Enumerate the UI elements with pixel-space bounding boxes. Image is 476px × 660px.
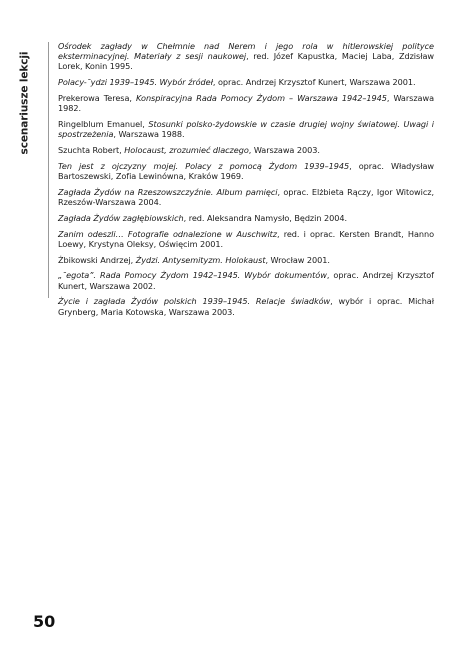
entry-text: Prekerowa Teresa, — [58, 93, 137, 103]
entry-title: Stosunki polsko-żydowskie w czasie drugiej wojny światowej. Uwagi i spostrzeżenia — [58, 119, 434, 140]
entry-text: , Warszawa 1988. — [113, 129, 185, 140]
entry-text: Szuchta Robert, — [58, 145, 125, 155]
bibliography-entry — [58, 255, 434, 265]
bibliography-entry — [58, 145, 434, 155]
entry-title: Konspiracyjna Rada Pomocy Żydom – Warszawa 1942–1945 — [136, 93, 387, 103]
entry-text: , red. Aleksandra Namysło, Będzin 2004. — [183, 212, 347, 223]
bibliography-entry — [58, 119, 434, 139]
entry-title: Ten jest z ojczyzny mojej. Polacy z pomocą Żydom 1939–1945 — [58, 160, 350, 171]
entry-title: Holocaust, zrozumieć dlaczego — [124, 145, 249, 155]
section-side-label — [4, 48, 44, 158]
entry-text: Żbikowski Andrzej, — [58, 254, 136, 265]
entry-title: Życie i zagłada Żydów polskich 1939–1945. Relacje świadków — [58, 296, 331, 307]
entry-text: , Warszawa 2003. — [248, 145, 320, 155]
entry-text: , red. i oprac. Kersten Brandt, Hanno Loewy, Krystyna Oleksy, Oświęcim 2001. — [58, 228, 434, 249]
entry-title: Ośrodek zagłady w Chełmnie nad Nerem i jego rola w hitlerowskiej polityce eksterminacyjnej. Materiały z sesji naukowej — [58, 41, 434, 62]
entry-title: Polacy-¯ydzi 1939–1945. Wybór źródeł — [58, 77, 213, 88]
entry-text: , oprac. Andrzej Krzysztof Kunert, Warszawa 2002. — [58, 270, 434, 291]
entry-text: , oprac. Władysław Bartoszewski, Zofia Lewinówna, Kraków 1969. — [58, 160, 434, 181]
bibliography-entry — [58, 270, 434, 290]
bibliography-entry — [58, 41, 434, 72]
bibliography-entry — [58, 187, 434, 207]
section-side-label-text: scenariusze lekcji — [18, 51, 30, 155]
entry-title: „¯egota”. Rada Pomocy Żydom 1942–1945. Wybór dokumentów — [58, 270, 327, 281]
entry-title: Zagłada Żydów na Rzeszowszczyźnie. Album pamięci — [58, 186, 278, 197]
page-number: 50 — [33, 612, 56, 631]
entry-text: , oprac. Andrzej Krzysztof Kunert, Warszawa 2001. — [212, 77, 416, 88]
bibliography-entry — [58, 93, 434, 113]
bibliography-entry — [58, 229, 434, 249]
entry-title: Żydzi. Antysemityzm. Holokaust — [135, 254, 266, 265]
bibliography-list — [58, 41, 434, 322]
bibliography-entry — [58, 213, 434, 223]
entry-title: Zanim odeszli… Fotografie odnalezione w Auschwitz — [58, 228, 277, 239]
entry-text: , oprac. Elżbieta Rączy, Igor Witowicz, Rzeszów-Warszawa 2004. — [58, 186, 434, 207]
side-divider — [48, 42, 49, 298]
entry-text: , Warszawa 1982. — [58, 93, 434, 114]
bibliography-entry — [58, 296, 434, 316]
entry-text: Ringelblum Emanuel, — [58, 119, 149, 129]
entry-text: , red. Józef Kapustka, Maciej Laba, Zdzisław Lorek, Konin 1995. — [58, 51, 434, 72]
bibliography-entry — [58, 161, 434, 181]
entry-title: Zagłada Żydów zagłębiowskich — [58, 212, 184, 223]
entry-text: , Wrocław 2001. — [265, 254, 330, 265]
bibliography-entry — [58, 77, 434, 87]
entry-text: , wybór i oprac. Michał Grynberg, Maria Kotowska, Warszawa 2003. — [58, 296, 434, 317]
